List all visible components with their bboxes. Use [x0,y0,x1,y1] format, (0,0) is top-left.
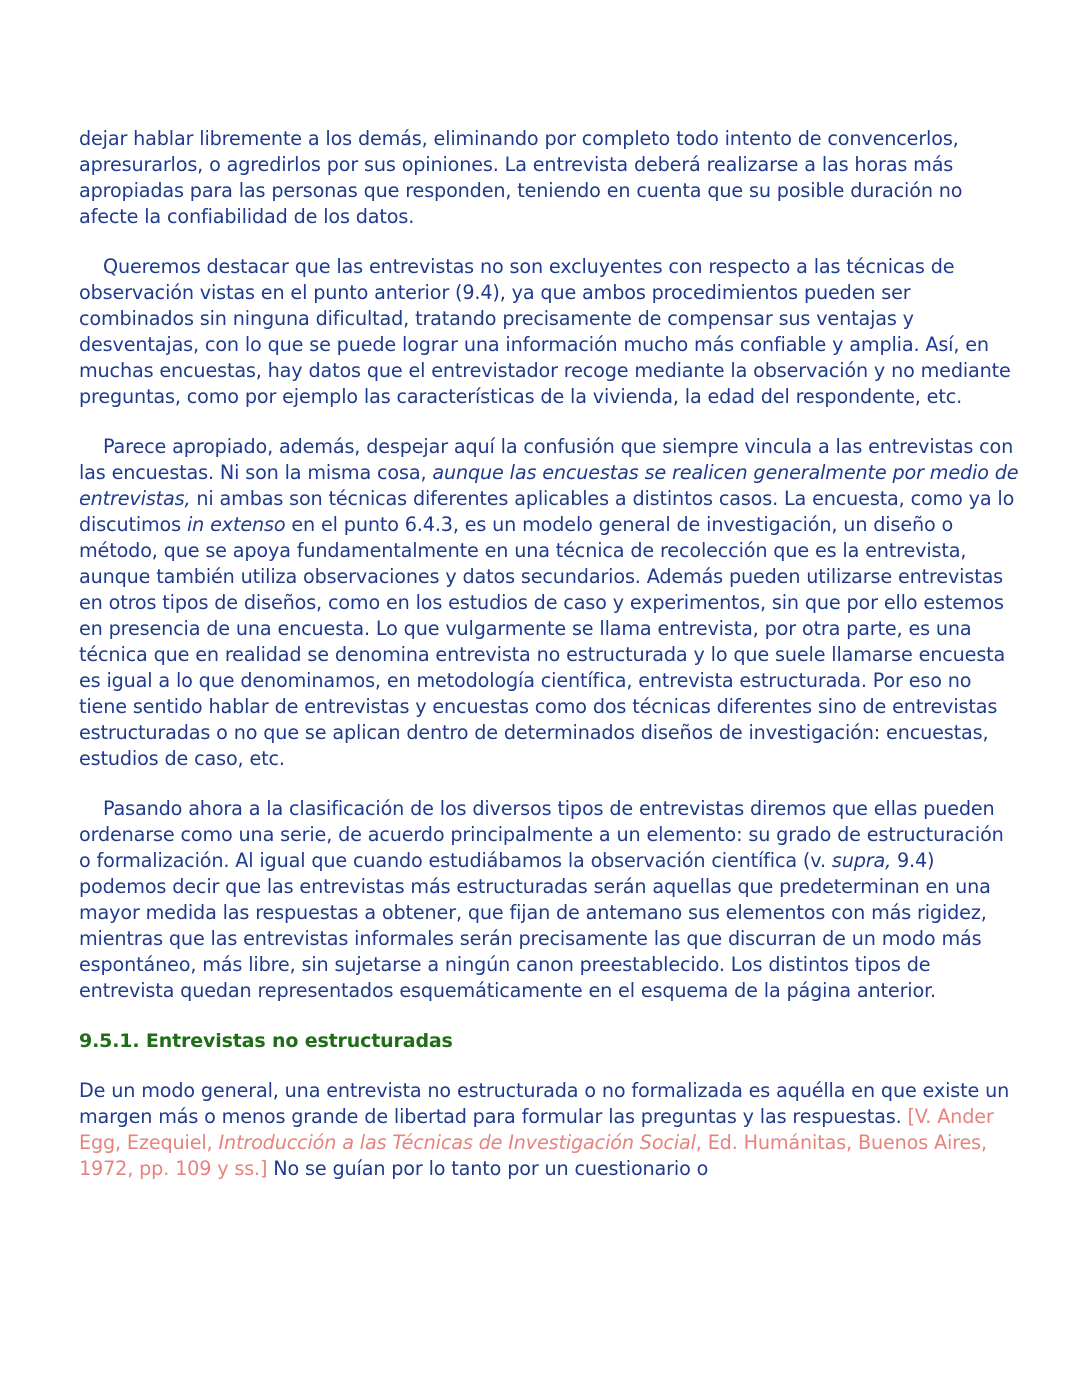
paragraph-5 [79,1078,1019,1182]
citation-publisher: , Ed. Humánitas, Buenos Aires, 1972, pp. 109 y ss.] [79,1131,987,1180]
paragraph-3-text: Parece apropiado, además, despejar aquí la confusión que siempre vincula a las entrevistas con las encuestas. Ni son la misma cosa, [79,435,1014,484]
paragraph-1: dejar hablar libremente a los demás, eliminando por completo todo intento de convencerlos, apresurarlos, o agredirlos por sus opiniones. La entrevista deberá realizarse a las horas más apropiadas para las personas que responden, teniendo en cuenta que su posible duración no afecte la confiabilidad de los datos. [79,127,963,228]
paragraph-2: Queremos destacar que las entrevistas no son excluyentes con respecto a las técnicas de observación vistas en el punto anterior (9.4), ya que ambos procedimientos pueden ser combinados sin ninguna dificultad, tratando precisamente de compensar sus ventajas y desventajas, con lo que se puede lograr una información mucho más confiable y amplia. Así, en muchas encuestas, hay datos que el entrevistador recoge mediante la observación y no mediante preguntas, como por ejemplo las características de la vivienda, la edad del respondente, etc. [79,255,1011,408]
paragraph-4 [79,796,1019,1004]
paragraph-3-text: en el punto 6.4.3, es un modelo general de investigación, un diseño o método, que se apoya fundamentalmente en una técnica de recolección que es la entrevista, aunque también utiliza observaciones y datos secundarios. Además pueden utilizarse entrevistas en otros tipos de diseños, como en los estudios de caso y experimentos, sin que por ello estemos en presencia de una encuesta. Lo que vulgarmente se llama entrevista, por otra parte, es una técnica que en realidad se denomina entrevista no estructurada y lo que suele llamarse encuesta es igual a lo que denominamos, en metodología científica, entrevista estructurada. Por eso no tiene sentido hablar de entrevistas y encuestas como dos técnicas diferentes sino de entrevistas estructuradas o no que se aplican dentro de determinados diseños de investigación: encuestas, estudios de caso, etc. [79,513,1006,770]
paragraph-4-text: 9.4) podemos decir que las entrevistas más estructuradas serán aquellas que predeterminan en una mayor medida las respuestas a obtener, que fijan de antemano sus elementos con más rigidez, mientras que las entrevistas informales serán precisamente las que discurran de un modo más espontáneo, más libre, sin sujetarse a ningún canon preestablecido. Los distintos tipos de entrevista quedan representados esquemáticamente en el esquema de la página anterior. [79,849,991,1002]
paragraph-3-text: ni ambas son técnicas diferentes aplicables a distintos casos. La encuesta, como ya lo discutimos [79,487,1015,536]
paragraph-3-italic: in extenso [186,513,286,536]
paragraph-3 [79,434,1019,772]
paragraph-3-italic: aunque las encuestas se realicen generalmente por medio de entrevistas, [79,461,1019,510]
citation-title: Introducción a las Técnicas de Investigación Social [218,1131,696,1154]
paragraph-4-text: Pasando ahora a la clasificación de los diversos tipos de entrevistas diremos que ellas pueden ordenarse como una serie, de acuerdo principalmente a un elemento: su grado de estructuración o formalización. Al igual que cuando estudiábamos la observación científica (v. [79,797,1004,872]
paragraph-4-italic: supra, [831,849,892,872]
citation-author: [V. Ander Egg, Ezequiel, [79,1105,994,1154]
section-heading: 9.5.1. Entrevistas no estructuradas [79,1030,453,1052]
paragraph-5-text: No se guían por lo tanto por un cuestionario o [267,1157,709,1180]
paragraph-5-text: De un modo general, una entrevista no estructurada o no formalizada es aquélla en que existe un margen más o menos grande de libertad para formular las preguntas y las respuestas. [79,1079,1010,1128]
document-page [79,126,1019,1182]
